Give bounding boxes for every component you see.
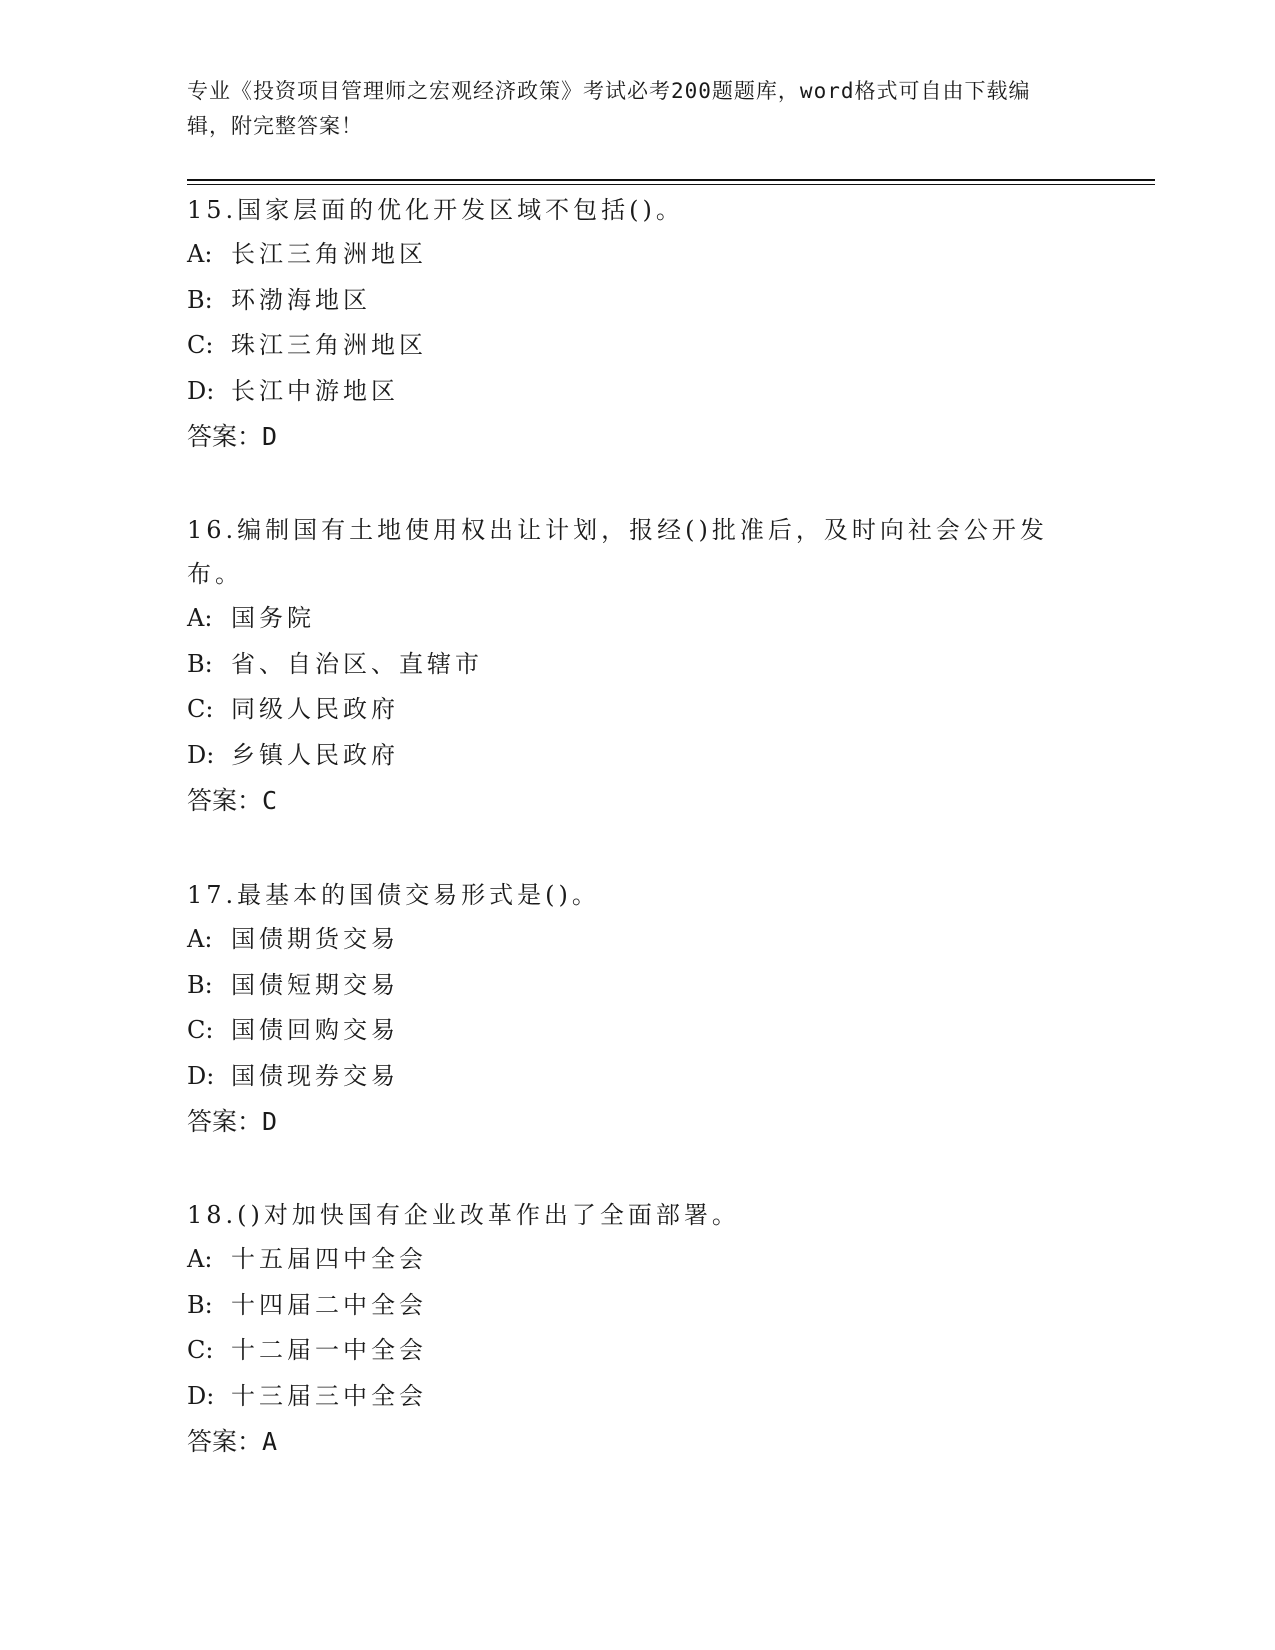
option-text: 珠江三角洲地区 (231, 331, 427, 359)
option-text: 长江中游地区 (231, 376, 399, 405)
option-letter: A: (187, 240, 213, 268)
question-stem: 17.最基本的国债交易形式是()。 (187, 881, 600, 909)
option-b (187, 1283, 1087, 1329)
option-c (187, 1008, 1087, 1054)
question-stem: 18.()对加快国有企业改革作出了全面部署。 (187, 1201, 740, 1229)
option-text: 国债现券交易 (231, 1061, 399, 1090)
option-text: 国务院 (231, 604, 315, 632)
option-letter: A: (187, 604, 213, 632)
question-15 (187, 188, 1087, 460)
option-letter: D: (187, 1061, 215, 1090)
option-d (187, 369, 1087, 415)
option-text: 长江三角洲地区 (231, 240, 427, 268)
answer-label: 答案： (187, 786, 263, 815)
question-stem: 16.编制国有土地使用权出让计划，报经()批准后，及时向社会公开发布。 (187, 516, 1048, 588)
option-text: 十三届三中全会 (231, 1381, 427, 1410)
answer-line (187, 1419, 1087, 1465)
option-letter: B: (187, 285, 213, 314)
option-text: 国债回购交易 (231, 1016, 399, 1044)
answer-value: D (262, 1107, 278, 1136)
option-letter: B: (187, 649, 213, 678)
option-c (187, 323, 1087, 369)
option-letter: D: (187, 376, 215, 405)
option-text: 乡镇人民政府 (231, 740, 399, 769)
option-d (187, 733, 1087, 779)
option-letter: B: (187, 1290, 213, 1319)
answer-line (187, 414, 1087, 460)
answer-value: C (262, 786, 278, 815)
option-a (187, 1237, 1087, 1283)
option-letter: D: (187, 740, 215, 769)
question-stem: 15.国家层面的优化开发区域不包括()。 (187, 196, 684, 224)
question-18 (187, 1193, 1087, 1465)
option-letter: C: (187, 695, 214, 723)
answer-line (187, 778, 1087, 824)
answer-value: A (262, 1427, 278, 1456)
option-text: 十五届四中全会 (231, 1245, 427, 1273)
option-b (187, 278, 1087, 324)
option-text: 国债期货交易 (231, 925, 399, 953)
option-text: 十二届一中全会 (231, 1336, 427, 1364)
answer-line (187, 1099, 1087, 1145)
answer-label: 答案： (187, 422, 263, 451)
option-letter: C: (187, 1336, 214, 1364)
option-letter: B: (187, 970, 213, 999)
option-a (187, 232, 1087, 278)
question-16 (187, 508, 1087, 824)
document-intro: 专业《投资项目管理师之宏观经济政策》考试必考200题题库，word格式可自由下载编辑，附完整答案！ (187, 79, 1031, 138)
option-letter: A: (187, 1245, 213, 1273)
option-d (187, 1374, 1087, 1420)
option-letter: C: (187, 1016, 214, 1044)
header-divider-thick (187, 179, 1155, 181)
option-letter: D: (187, 1381, 215, 1410)
option-c (187, 1328, 1087, 1374)
answer-value: D (262, 422, 278, 451)
option-letter: A: (187, 925, 213, 953)
option-a (187, 596, 1087, 642)
option-letter: C: (187, 331, 214, 359)
option-a (187, 917, 1087, 963)
option-text: 同级人民政府 (231, 695, 399, 723)
option-text: 国债短期交易 (231, 970, 399, 999)
header-divider-thin (187, 184, 1155, 185)
option-text: 十四届二中全会 (231, 1290, 427, 1319)
option-text: 环渤海地区 (231, 285, 371, 314)
option-text: 省、自治区、直辖市 (231, 649, 483, 678)
option-c (187, 687, 1087, 733)
option-b (187, 963, 1087, 1009)
option-d (187, 1054, 1087, 1100)
answer-label: 答案： (187, 1427, 263, 1456)
answer-label: 答案： (187, 1107, 263, 1136)
option-b (187, 642, 1087, 688)
question-17 (187, 873, 1087, 1145)
